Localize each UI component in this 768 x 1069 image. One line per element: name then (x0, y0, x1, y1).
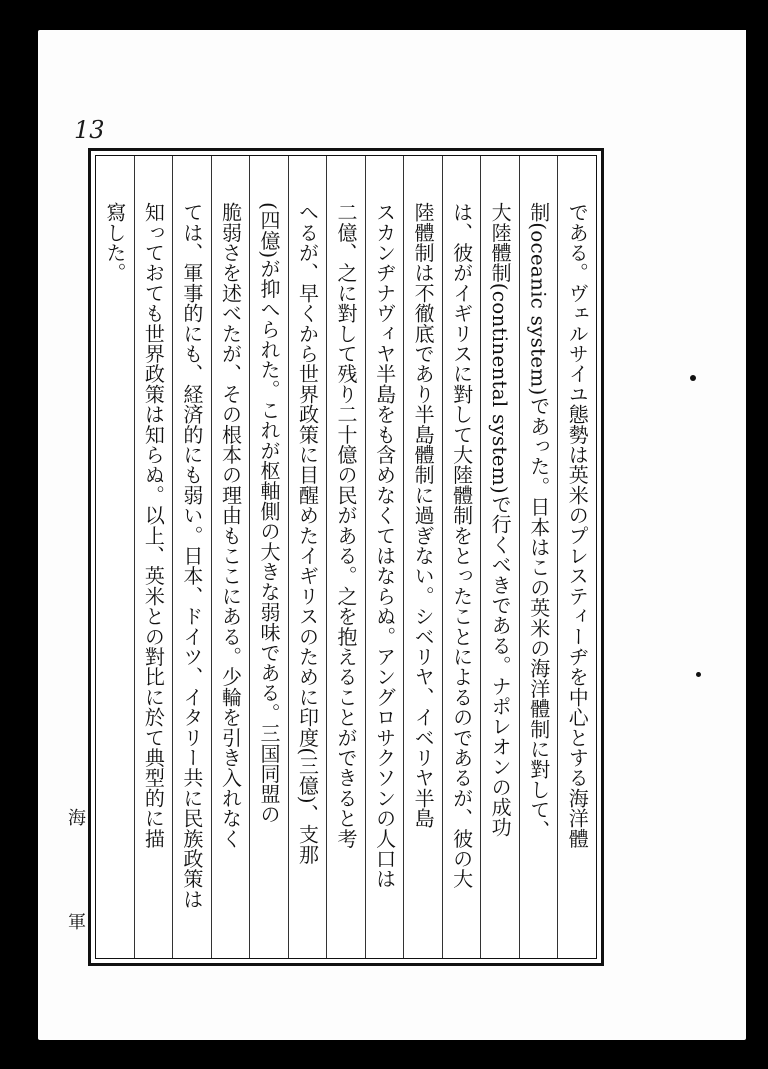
margin-label-bottom: 軍 (65, 912, 86, 930)
column-1 (557, 156, 596, 958)
page-number: 13 (74, 116, 105, 144)
text-line-1: である。ヴェルサイユ態勢は英米のプレスティーヂを中心とする海洋體 (565, 202, 590, 849)
margin-label-top: 海 (65, 808, 86, 826)
ink-speck (696, 672, 701, 677)
text-line-9: (四億)が抑へられた。これが枢軸側の大きな弱味である。三国同盟の (256, 202, 281, 825)
torn-corner (650, 30, 746, 74)
column-11 (172, 156, 211, 958)
column-5 (403, 156, 442, 958)
column-4 (442, 156, 481, 958)
column-2 (519, 156, 558, 958)
text-line-10: 脆弱さを述べたが、その根本の理由もここにある。少輪を引き入れなく (218, 202, 243, 849)
text-line-6: スカンヂナヴィヤ半島をも含めなくてはならぬ。アングロサクソンの人口は (372, 202, 397, 889)
text-line-4: は、彼がイギリスに對して大陸體制をとったことによるのであるが、彼の大 (449, 202, 474, 889)
text-line-13: 寫した。 (102, 202, 127, 283)
ink-speck (690, 375, 696, 381)
text-line-11: ては、軍事的にも、経済的にも弱い。日本、ドイツ、イタリー共に民族政策は (179, 202, 204, 909)
column-13 (96, 156, 134, 958)
text-line-3: 大陸體制(continental system)で行くべきである。ナポレオンの成功 (488, 202, 513, 838)
text-line-5: 陸體制は不徹底であり半島體制に過ぎない。シベリヤ、イベリヤ半島 (411, 202, 436, 829)
text-line-12: 知っておても世界政策は知らぬ。以上、英米との對比に於て典型的に描 (141, 202, 166, 849)
text-columns (96, 156, 596, 958)
column-9 (249, 156, 288, 958)
column-8 (288, 156, 327, 958)
column-3 (480, 156, 519, 958)
column-7 (326, 156, 365, 958)
text-line-8: へるが、早くから世界政策に目醒めたイギリスのために印度(三億)、支那 (295, 202, 320, 865)
text-line-2: 制(oceanic system)であった。日本はこの英米の海洋體制に對して、 (526, 202, 551, 840)
column-12 (134, 156, 173, 958)
column-10 (211, 156, 250, 958)
manuscript-inner-frame (95, 155, 597, 959)
text-line-7: 二億、之に對して残り二十億の民がある。之を抱えることができると考 (334, 202, 359, 849)
column-6 (365, 156, 404, 958)
manuscript-grid (88, 148, 604, 966)
